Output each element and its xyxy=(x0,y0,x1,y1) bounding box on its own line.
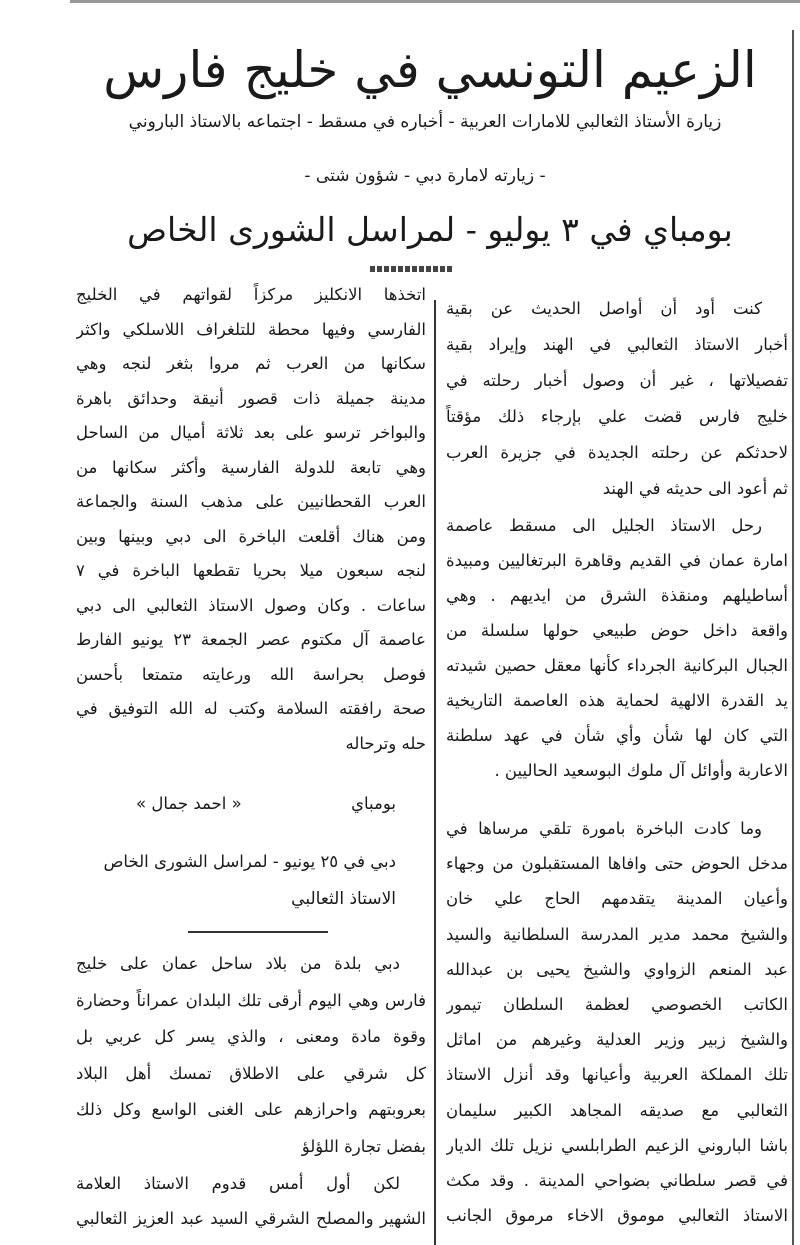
text-line: صحة رافقته السلامة وكتب له الله التوفيق في xyxy=(76,699,426,718)
text-line: بعروبتهم واحرازهم على الغنى الواسع وكل ذلك xyxy=(76,1100,426,1119)
column-divider xyxy=(434,300,436,1245)
signature-name: « احمد جمال » xyxy=(136,794,242,813)
text-line: بفضل تجارة اللؤلؤ xyxy=(301,1136,426,1156)
text-line: ساعات . وكان وصول الاستاذ الثعالبي الى دبي xyxy=(76,595,426,615)
text-line: مدينة جميلة ذات قصور أنيقة وحدائق باهرة xyxy=(76,388,426,408)
top-rule xyxy=(70,0,800,3)
text-line: فوصل بحراسة الله ورعايته متمتعا بأحسن xyxy=(76,664,426,684)
text-line: واقعة داخل حوض طبيعي حولها سلسلة من xyxy=(446,621,788,640)
text-line: لنجه سبعون ميلا بحريا تقطعها الباخرة في ٧ xyxy=(76,561,426,580)
text-line: ومن هناك أقلعت الباخرة الى دبي وبينها وبين xyxy=(76,526,426,546)
text-line: وأعيان المدينة يتقدمهم الحاج علي خان xyxy=(446,889,788,909)
subtitle-line-2: - زيارته لامارة دبي - شؤون شتى - xyxy=(304,166,546,186)
text-line: كل شرقي على الاطلاق تمسك أهل البلاد xyxy=(76,1063,426,1083)
ornament-divider xyxy=(370,266,452,272)
text-line: دبي بلدة من بلاد ساحل عمان على خليج xyxy=(76,954,400,973)
text-line: يد القدرة الالهية لحماية هذه العاصمة التاريخية xyxy=(446,691,788,710)
paragraph xyxy=(446,508,788,788)
text-line: والشيخ محمد مدير المدرسة السلطانية والسيد xyxy=(446,924,788,944)
text-line: العرب القحطانيين على مذهب السنة والجماعة xyxy=(76,492,426,511)
text-line: أساطيلهم ومنقذة الشرق من ايديهم . وهي xyxy=(446,586,788,605)
text-line: مدخل الحوض حتى وافاها المستقبلون من وجهاء xyxy=(446,854,788,874)
dateline: بومباي في ٣ يوليو - لمراسل الشورى الخاص xyxy=(127,210,733,249)
signature xyxy=(76,794,426,813)
text-line: الفارسي وفيها محطة للتلغراف اللاسلكي واكثر xyxy=(76,319,426,339)
text-line: والبواخر ترسو على بعد ثلاثة أميال من الساحل xyxy=(76,423,426,442)
paragraph xyxy=(446,291,788,507)
text-line: الاعاربة وأوائل آل ملوك البوسعيد الحاليين . xyxy=(494,761,788,780)
text-line: في قصر سلطاني بضواحي المدينة . وقد مكث xyxy=(446,1171,788,1191)
text-line: امارة عمان في القديم وقاهرة البرتغاليين ومبيدة xyxy=(446,551,788,570)
text-line: اتخذها الانكليز مركزاً لقواتهم في الخليج xyxy=(76,285,426,304)
text-line: عاصمة آل مكتوم عصر الجمعة ٢٣ يونيو الفارط xyxy=(76,630,426,649)
text-line: رحل الاستاذ الجليل الى مسقط عاصمة xyxy=(446,516,762,535)
text-line: الكاتب الخصوصي لعظمة السلطان تيمور xyxy=(446,995,788,1015)
headline: الزعيم التونسي في خليج فارس xyxy=(103,41,757,99)
second-dateline: دبي في ٢٥ يونيو - لمراسل الشورى الخاص xyxy=(103,852,396,871)
text-line: أخبار الاستاذ الثعالبي في الهند وإيراد بقية xyxy=(446,335,788,354)
text-line: سكانها من العرب ثم مروا بثغر لنجه وهي xyxy=(76,354,426,373)
text-line: تفصيلاتها ، غير أن وصول أخبار رحلته في xyxy=(446,371,788,390)
text-line: لكن أول أمس قدوم الاستاذ العلامة xyxy=(76,1174,400,1193)
text-line: باشا الباروني الزعيم الطرابلسي نزيل تلك الديار xyxy=(446,1135,788,1155)
text-line: عبد المنعم الزواوي والشيخ يحيى بن عبدالله xyxy=(446,959,788,979)
text-line: الاستاذ الثعالبي موموق الاخاء مرموق الجانب xyxy=(446,1206,788,1226)
text-line: ثم أعود الى حديثه في الهند xyxy=(602,479,788,498)
text-line: لاحدثكم عن رحلته الجديدة في جزيرة العرب xyxy=(446,443,788,462)
text-line: الشهير والمصلح الشرقي السيد عبد العزيز الثعالبي xyxy=(76,1209,426,1228)
text-line: وقوة مادة ومعنى ، والذي يسر كل عربي بل xyxy=(76,1027,426,1046)
paragraph xyxy=(76,946,426,1165)
text-line: والشيخ زبير وزير العدلية وغيرهم من اماثل xyxy=(446,1030,788,1050)
text-line: وهي تابعة للدولة الفارسية وأكثر سكانها من xyxy=(76,457,426,477)
text-line: الثعالبي مع صديقه المجاهد الكبير سليمان xyxy=(446,1100,788,1120)
subhead-underline xyxy=(188,931,328,933)
text-line: التي كان لها شأن وأي شأن في عهد سلطنة xyxy=(446,726,788,745)
text-line: وما كادت الباخرة بامورة تلقي مرساها في xyxy=(446,819,762,838)
paragraph xyxy=(76,1166,426,1236)
subtitle-line-1: زيارة الأستاذ الثعالبي للامارات العربية - أخباره في مسقط - اجتماعه بالاستاذ الباروني xyxy=(128,112,722,132)
text-line: تلك المملكة العربية وأعيانها وقد أنزل الاستاذ xyxy=(446,1065,788,1085)
paragraph xyxy=(446,811,788,1233)
text-line: فارس وهي اليوم أرقى تلك البلدان عمراناً وحضارة xyxy=(76,990,426,1010)
section-subhead: الاستاذ الثعالبي xyxy=(291,889,396,909)
text-line: كنت أود أن أواصل الحديث عن بقية xyxy=(446,299,762,318)
text-line: خليج فارس قضت علي بإرجاء ذلك مؤقتاً xyxy=(446,407,788,426)
page-edge-rule xyxy=(792,30,794,1245)
signature-place: بومباي xyxy=(351,794,396,813)
text-line: حله وترحاله xyxy=(345,733,426,753)
paragraph xyxy=(76,278,426,761)
text-line: الجبال البركانية الجرداء كأنها معقل حصين شيدته xyxy=(446,656,788,675)
